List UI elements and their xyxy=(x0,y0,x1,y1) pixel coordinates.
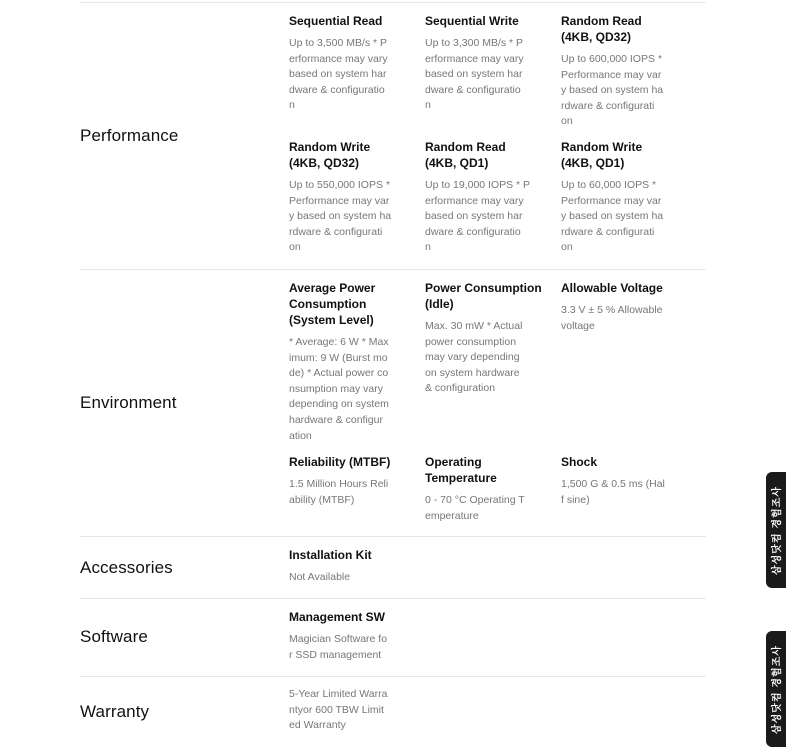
spec-title: Random Write (4KB, QD1) xyxy=(561,140,643,170)
spec-title: Operating Temperature xyxy=(425,455,497,485)
spec-title: Reliability (MTBF) xyxy=(289,455,391,469)
spec-value: Not Available xyxy=(289,571,351,583)
spec-value: * Average: 6 W * Max imum: 9 W (Burst mo de) * Actual power co nsumption may vary depending on system hardware & configur ation xyxy=(289,336,389,442)
survey-tab-label: 삼성닷컴 경험조사 xyxy=(772,644,784,734)
spec-random-write-qd32 xyxy=(289,139,414,256)
spec-value: 3.3 V ± 5 % Allowable voltage xyxy=(561,304,663,332)
spec-warranty xyxy=(289,687,414,734)
spec-title: Installation Kit xyxy=(289,548,372,562)
spec-installation-kit xyxy=(289,547,414,586)
spec-value: Max. 30 mW * Actual power consumption may vary depending on system hardware & configuration xyxy=(425,320,523,395)
spec-random-write-qd1 xyxy=(561,139,686,256)
spec-management-sw xyxy=(289,609,414,663)
category-label-software: Software xyxy=(80,627,148,646)
spec-sequential-write xyxy=(425,13,550,114)
section-performance xyxy=(80,0,706,270)
spec-value: Magician Software fo r SSD management xyxy=(289,633,388,661)
category-label-performance: Performance xyxy=(80,126,179,145)
spec-title: Power Consumption (Idle) xyxy=(425,281,542,311)
spec-value: 1,500 G & 0.5 ms (Hal f sine) xyxy=(561,478,665,506)
spec-title: Shock xyxy=(561,455,598,469)
spec-sequential-read xyxy=(289,13,414,114)
spec-value: 0 - 70 °C Operating T emperature xyxy=(425,494,525,522)
spec-average-power xyxy=(289,280,414,444)
section-warranty xyxy=(80,677,706,750)
survey-tab[interactable] xyxy=(766,631,786,747)
spec-title: Random Read (4KB, QD1) xyxy=(425,140,506,170)
category-label-accessories: Accessories xyxy=(80,558,173,577)
survey-tab-label: 삼성닷컴 경험조사 xyxy=(772,485,784,575)
spec-operating-temperature xyxy=(425,454,550,524)
spec-shock xyxy=(561,454,686,508)
spec-value: 5-Year Limited Warra ntyor 600 TBW Limit ed Warranty xyxy=(289,688,388,732)
spec-title: Random Write (4KB, QD32) xyxy=(289,140,371,170)
category-label-environment: Environment xyxy=(80,393,177,412)
spec-power-idle xyxy=(425,280,550,397)
spec-title: Management SW xyxy=(289,610,386,624)
spec-random-read-qd1 xyxy=(425,139,550,256)
section-environment xyxy=(80,270,706,537)
spec-value: Up to 3,500 MB/s * P erformance may vary based on system har dware & configuratio n xyxy=(289,37,388,112)
category-label-warranty: Warranty xyxy=(80,702,150,721)
spec-reliability xyxy=(289,454,414,508)
spec-value: Up to 550,000 IOPS * Performance may var y based on system ha rdware & configurati on xyxy=(289,179,392,254)
survey-tab[interactable] xyxy=(766,472,786,588)
spec-value: Up to 3,300 MB/s * P erformance may vary based on system har dware & configuratio n xyxy=(425,37,524,112)
spec-title: Sequential Read xyxy=(289,14,383,28)
section-software xyxy=(80,599,706,677)
spec-allowable-voltage xyxy=(561,280,686,334)
spec-title: Random Read (4KB, QD32) xyxy=(561,14,642,44)
spec-value: Up to 19,000 IOPS * P erformance may vary based on system har dware & configuratio n xyxy=(425,179,531,254)
spec-value: Up to 60,000 IOPS * Performance may var y based on system ha rdware & configurati on xyxy=(561,179,664,254)
spec-title: Average Power Consumption (System Level) xyxy=(289,281,376,327)
spec-value: Up to 600,000 IOPS * Performance may var y based on system ha rdware & configurati on xyxy=(561,53,664,128)
spec-title: Allowable Voltage xyxy=(561,281,663,295)
section-accessories xyxy=(80,537,706,599)
spec-value: 1.5 Million Hours Reli ability (MTBF) xyxy=(289,478,389,506)
spec-title: Sequential Write xyxy=(425,14,519,28)
spec-random-read-qd32 xyxy=(561,13,686,130)
